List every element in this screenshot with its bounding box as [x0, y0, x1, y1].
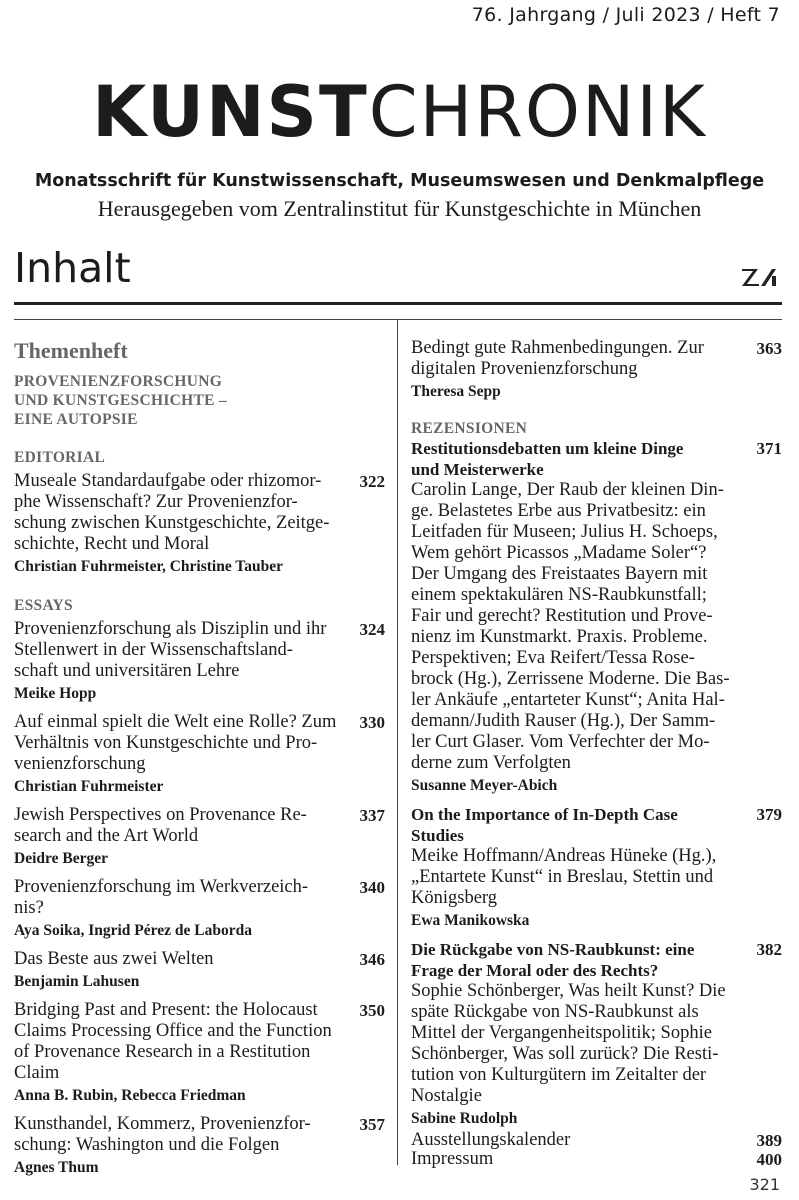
entry-author: Ewa Manikowska [411, 912, 530, 929]
toc-entry[interactable] [14, 1000, 385, 1106]
entry-author: Deidre Berger [14, 850, 108, 867]
page-number: 321 [749, 1175, 780, 1194]
back-matter-label: Impressum [411, 1149, 494, 1169]
review-title: On the Importance of In-Depth Case Studies [411, 805, 678, 845]
masthead-light: CHRONIK [368, 71, 707, 153]
theme-heading: Themenheft [14, 338, 128, 363]
entry-title: Auf einmal spielt die Welt eine Rolle? Zum Verhältnis von Kunstgeschichte und Pro- venienzforschung [14, 712, 337, 774]
entry-page-number: 389 [756, 1131, 782, 1150]
theme-subtitle-line: UND KUNSTGESCHICHTE – [14, 392, 228, 409]
theme-subtitle-line: PROVENIENZFORSCHUNG [14, 373, 223, 390]
page-title: Inhalt [14, 244, 131, 292]
entry-page-number: 363 [756, 339, 782, 358]
issue-line: 76. Jahrgang / Juli 2023 / Heft 7 [471, 4, 780, 26]
entry-page-number: 400 [756, 1150, 782, 1169]
column-divider [397, 320, 398, 1165]
publisher-line: Herausgegeben vom Zentralinstitut für Kunstgeschichte in München [97, 196, 702, 221]
toc-entry[interactable] [411, 338, 782, 402]
toc-left-column [14, 338, 385, 1178]
toc-entry[interactable] [14, 877, 385, 941]
review-title: Die Rückgabe von NS-Raubkunst: eine Frage der Moral oder des Rechts? [411, 940, 695, 980]
back-matter-list [411, 1131, 782, 1169]
review-description: Sophie Schönberger, Was heilt Kunst? Die späte Rückgabe von NS-Raubkunst als Mittel der Vergangenheitspolitik; Sophie Schönberger, Was soll zurück? Die Resti- tution von Kulturgütern im Zeitalter der Nostalgie [411, 981, 726, 1106]
entry-title: Kunsthandel, Kommerz, Provenienzfor- schung: Washington und die Folgen [14, 1114, 311, 1155]
back-matter-item[interactable] [411, 1131, 782, 1150]
masthead [0, 62, 799, 162]
column-top-rule [14, 319, 782, 320]
review-description: Meike Hoffmann/Andreas Hüneke (Hg.), „Entartete Kunst“ in Breslau, Stettin und Königsberg [411, 846, 717, 908]
back-matter-label: Ausstellungskalender [411, 1130, 571, 1150]
entry-author: Susanne Meyer-Abich [411, 777, 558, 794]
zi-logo-icon [741, 267, 777, 287]
section-label-essays: ESSAYS [14, 597, 73, 614]
review-entry[interactable] [411, 804, 782, 931]
entry-title: Provenienzforschung im Werkverzeich- nis? [14, 877, 309, 918]
theme-subtitle [14, 372, 385, 429]
section-label-editorial: EDITORIAL [14, 449, 106, 466]
entry-title: Bedingt gute Rahmenbedingungen. Zur digitalen Provenienzforschung [411, 338, 704, 379]
entry-page-number: 346 [359, 950, 385, 969]
entry-author: Sabine Rudolph [411, 1110, 518, 1127]
entry-author: Agnes Thum [14, 1159, 99, 1176]
theme-subtitle-line: EINE AUTOPSIE [14, 411, 138, 428]
entry-page-number: 379 [756, 805, 782, 824]
entry-page-number: 330 [359, 713, 385, 732]
toc-entry[interactable] [14, 1114, 385, 1178]
toc-right-column [411, 338, 782, 1169]
entry-page-number: 324 [359, 620, 385, 639]
entry-page-number: 322 [359, 472, 385, 491]
entry-title: Bridging Past and Present: the Holocaust Claims Processing Office and the Function of Provenance Research in a Restitution Claim [14, 1000, 332, 1083]
entry-title: Das Beste aus zwei Welten [14, 949, 214, 969]
review-title: Restitutionsdebatten um kleine Dinge und Meisterwerke [411, 439, 684, 479]
toc-entry[interactable] [14, 805, 385, 869]
review-entry[interactable] [411, 939, 782, 1129]
entry-title: Jewish Perspectives on Provenance Re- search and the Art World [14, 805, 307, 846]
entry-author: Theresa Sepp [411, 383, 501, 400]
entry-page-number: 357 [359, 1115, 385, 1134]
entry-page-number: 340 [359, 878, 385, 897]
entry-author: Aya Soika, Ingrid Pérez de Laborda [14, 922, 252, 939]
toc-entry[interactable] [14, 949, 385, 992]
entry-title: Provenienzforschung als Disziplin und ihr Stellenwert in der Wissenschaftsland- schaft und universitären Lehre [14, 619, 327, 681]
toc-entry[interactable] [14, 619, 385, 704]
entry-author: Christian Fuhrmeister [14, 778, 164, 795]
entry-author: Benjamin Lahusen [14, 973, 140, 990]
journal-subtitle: Monatsschrift für Kunstwissenschaft, Museumswesen und Denkmalpflege [34, 171, 765, 191]
back-matter-item[interactable] [411, 1150, 782, 1169]
toc-entry[interactable] [14, 471, 385, 577]
toc-entry[interactable] [14, 712, 385, 797]
review-entry[interactable] [411, 438, 782, 796]
section-label-reviews: REZENSIONEN [411, 420, 528, 437]
entry-author: Anna B. Rubin, Rebecca Friedman [14, 1087, 246, 1104]
entry-title: Museale Standardaufgabe oder rhizomor- phe Wissenschaft? Zur Provenienzfor- schung zwischen Kunstgeschichte, Zeitge- schichte, Recht und Moral [14, 471, 330, 554]
header-rule [14, 302, 782, 305]
entry-author: Meike Hopp [14, 685, 97, 702]
entry-page-number: 382 [756, 940, 782, 959]
entry-page-number: 350 [359, 1001, 385, 1020]
masthead-bold: KUNST [92, 71, 369, 153]
entry-page-number: 371 [756, 439, 782, 458]
review-description: Carolin Lange, Der Raub der kleinen Din- ge. Belastetes Erbe aus Privatbesitz: ein Leitfaden für Museen; Julius H. Schoeps, Wem gehört Picassos „Madame Soler“? Der Umgang des Freistaates Bayern mit einem spektakulären NS-Raubkunstfall; Fair und gerecht? Restitution und Prove- nienz im Kunstmarkt. Praxis. Probleme. Perspektiven; Eva Reifert/Tessa Rose- brock (Hg.), Zerrissene Moderne. Die Bas- ler Ankäufe „entarteter Kunst“; Anita Hal- demann/Judith Rauser (Hg.), Der Samm- ler Curt Glaser. Vom Verfechter der Mo- derne zum Verfolgten [411, 480, 730, 773]
entry-author: Christian Fuhrmeister, Christine Tauber [14, 558, 283, 575]
entry-page-number: 337 [359, 806, 385, 825]
